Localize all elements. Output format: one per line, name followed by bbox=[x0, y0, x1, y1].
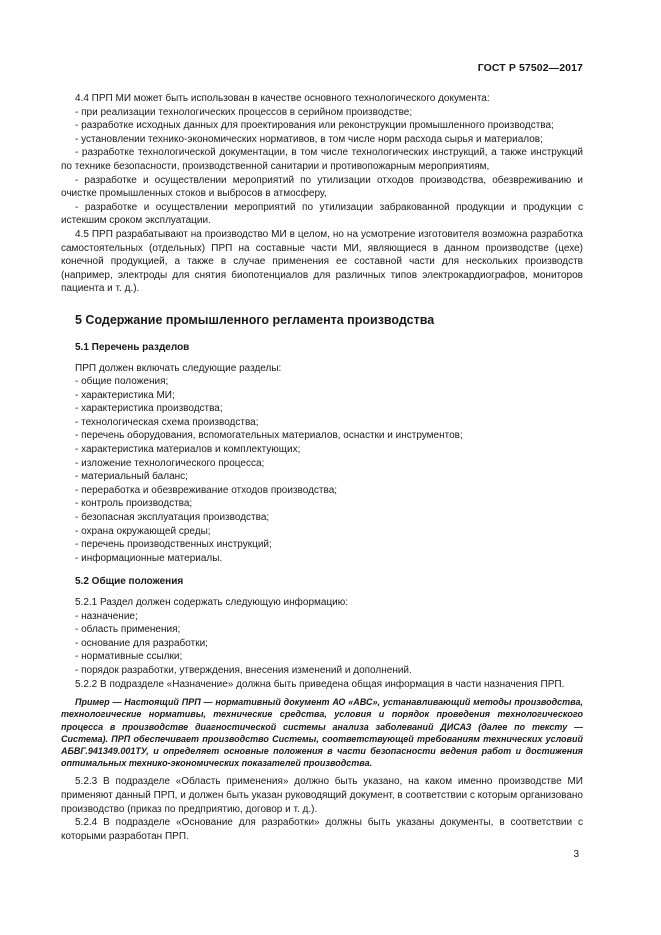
list-item: - перечень оборудования, вспомогательных материалов, оснастки и инструментов; bbox=[75, 430, 463, 442]
subsection-5-2-title: 5.2 Общие положения bbox=[75, 576, 184, 588]
list-item: - материальный баланс; bbox=[75, 471, 188, 483]
list-item: - при реализации технологических процессов в серийном производстве; bbox=[75, 106, 413, 118]
list-item: - установлении технико-экономических нормативов, в том числе норм расхода сырья и материалов; bbox=[75, 133, 543, 145]
section-5-title: 5 Содержание промышленного регламента производства bbox=[75, 312, 435, 327]
list-item: - область применения; bbox=[75, 624, 181, 636]
clause-4-4-intro: 4.4 ПРП МИ может быть использован в качестве основного технологического документа: bbox=[75, 93, 490, 104]
list-item: - контроль производства; bbox=[75, 498, 193, 510]
list-item: - изложение технологического процесса; bbox=[75, 457, 265, 469]
list-item: - порядок разработки, утверждения, внесения изменений и дополнений. bbox=[75, 664, 412, 676]
list-item: - разработке технологической документации, в том числе технологических инструкций, а также инструкций по технике безопасности, производственной санитарии и противопожарным мероприятиям, bbox=[61, 147, 583, 172]
clause-5-2-3: 5.2.3 В подразделе «Область применения» должно быть указано, на каком именно производстве МИ применяют данный ПРП, и должен быть указан руководящий документ, в соответствии с которым организовано производство (приказ по предприятию, договор и т. д.). bbox=[61, 776, 583, 815]
list-item: - переработка и обезвреживание отходов производства; bbox=[75, 484, 338, 496]
page-number: 3 bbox=[573, 849, 579, 860]
list-item: - безопасная эксплуатация производства; bbox=[75, 512, 270, 524]
list-item: - разработке и осуществлении мероприятий по утилизации отходов производства, обезвреживанию и очистке промышленных стоков и выбросов в атмосферу, bbox=[61, 174, 583, 200]
list-item: - нормативные ссылки; bbox=[75, 651, 183, 663]
list-item: - назначение; bbox=[75, 610, 138, 622]
document-code: ГОСТ Р 57502—2017 bbox=[477, 62, 583, 74]
list-item: - характеристика производства; bbox=[75, 403, 223, 415]
example-paragraph: Пример — Настоящий ПРП — нормативный документ АО «АВС», устанавливающий методы производства, технологические нормативы, технические средства, условия и порядок проведения технологического процесса в производстве диагностической системы анализа заболеваний ДИСАЗ (далее по тексту — Система). ПРП обеспечивает производство Системы, соответствующей требованиям технических условий АБВГ.941349.001ТУ, и определяет основные положения в части безопасности ведения работ и достижения оптимальных технико-экономических показателей производства. bbox=[61, 697, 583, 769]
clause-5-2-1: 5.2.1 Раздел должен содержать следующую информацию: bbox=[75, 597, 349, 608]
list-item: - технологическая схема производства; bbox=[75, 416, 259, 428]
clause-5-2-2: 5.2.2 В подразделе «Назначение» должна быть приведена общая информация в части назначения ПРП. bbox=[75, 678, 565, 690]
page-content bbox=[61, 92, 583, 843]
clause-5-2-4: 5.2.4 В подразделе «Основание для разработки» должны быть указаны документы, в соответствии с которыми разработан ПРП. bbox=[61, 817, 583, 842]
list-item: - разработке исходных данных для проектирования или реконструкции промышленного производства; bbox=[75, 120, 554, 132]
list-item: - общие положения; bbox=[75, 376, 169, 388]
list-item: - характеристика МИ; bbox=[75, 389, 175, 401]
list-item: - разработке и осуществлении мероприятий по утилизации забракованной продукции и продукции с истекшим сроком эксплуатации. bbox=[61, 201, 583, 227]
list-item: - перечень производственных инструкций; bbox=[75, 539, 272, 551]
clause-4-5: 4.5 ПРП разрабатывают на производство МИ в целом, но на усмотрение изготовителя возможна разработка самостоятельных (отдельных) ПРП на составные части МИ, являющиеся в данном производстве (цехе) конечной продукцией, а также в случае применения ее составной части для нескольких производств (например, электроды для снятия биопотенциалов для различных типов электрокардиографов, мониторов пациента и т. д.). bbox=[61, 228, 583, 295]
list-item: - информационные материалы. bbox=[75, 552, 223, 564]
subsection-5-1-title: 5.1 Перечень разделов bbox=[75, 341, 190, 353]
list-item: - охрана окружающей среды; bbox=[75, 525, 211, 537]
list-item: - основание для разработки; bbox=[75, 637, 208, 649]
list-item: - характеристика материалов и комплектующих; bbox=[75, 444, 301, 456]
subsection-5-1-intro: ПРП должен включать следующие разделы: bbox=[75, 362, 282, 374]
